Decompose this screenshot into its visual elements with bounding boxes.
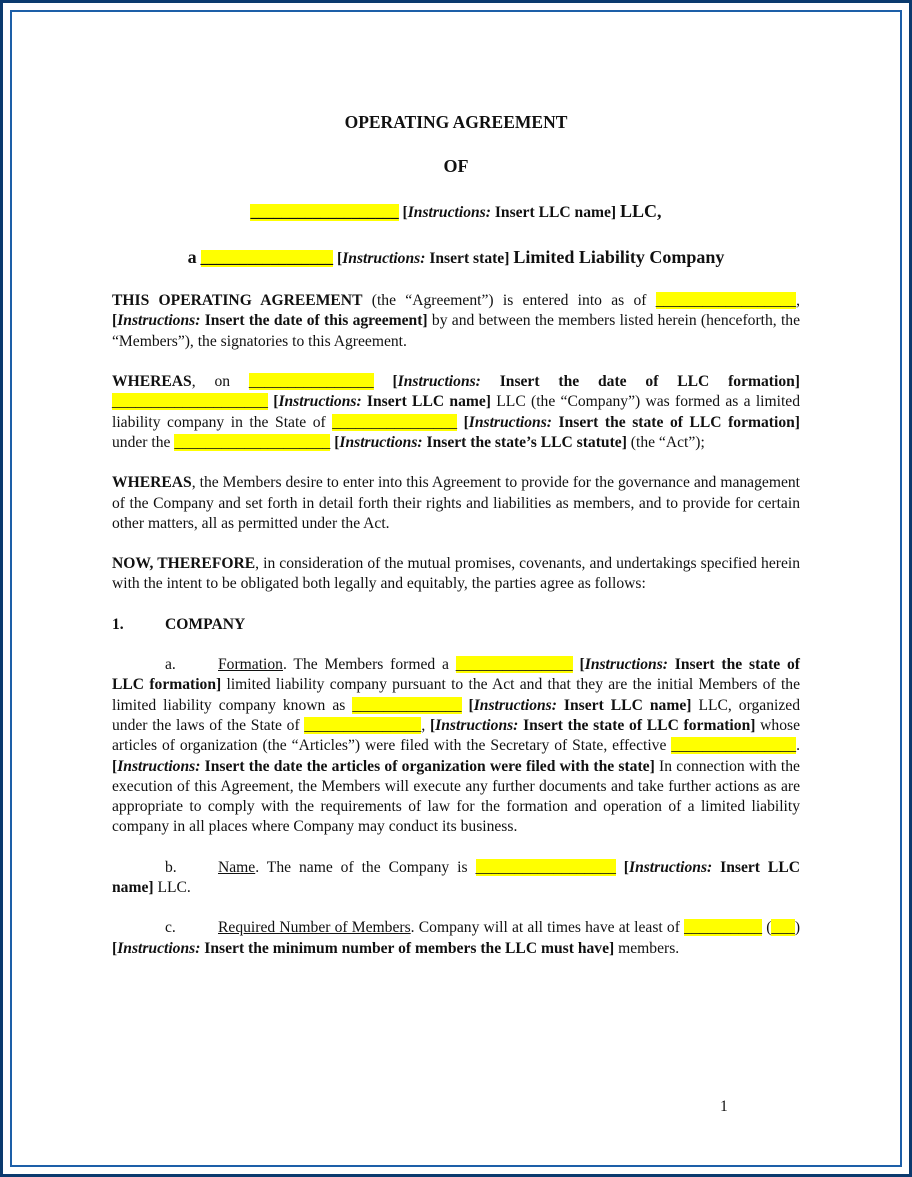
clause-name: b. Name. The name of the Company is __________________ [Instructions: Insert LLC name] LLC.: [112, 858, 800, 897]
llc-name-blank[interactable]: ___________________: [250, 203, 399, 221]
statute-blank[interactable]: ____________________: [174, 433, 331, 451]
clause-required-members: c. Required Number of Members. Company will at all times have at least of __________ (___) [Instructions: Insert the minimum number of members the LLC must have] members.: [112, 919, 801, 957]
llc-name-instruction: [Instructions: Insert LLC name]: [402, 203, 617, 221]
articles-date-blank[interactable]: ________________: [671, 737, 797, 755]
section-heading-company: 1. COMPANY: [112, 615, 246, 633]
state-suffix: Limited Liability Company: [513, 246, 725, 267]
paragraph-whereas-2: WHEREAS, the Members desire to enter into this Agreement to provide for the governance and management of the Company and set forth in detail forth their rights and liabilities as members, and to provide for certain other matters, all as permitted under the Act.: [112, 474, 800, 532]
organization-state-blank[interactable]: _______________: [304, 716, 422, 734]
llc-name-line: [112, 201, 800, 223]
document-title-of: OF: [443, 156, 469, 177]
formation-state-blank-2[interactable]: _______________: [455, 656, 573, 674]
state-instruction: [Instructions: Insert state]: [337, 249, 510, 267]
state-blank[interactable]: _________________: [200, 249, 334, 267]
llc-name-blank-2[interactable]: ____________________: [112, 393, 268, 411]
company-name-blank[interactable]: __________________: [475, 858, 616, 876]
agreement-date-blank[interactable]: __________________: [655, 292, 797, 310]
paragraph-now-therefore: NOW, THEREFORE, in consideration of the mutual promises, covenants, and undertakings specified herein with the intent to be obligated both legally and equitably, the parties agree as follows:: [112, 555, 800, 593]
min-members-words-blank[interactable]: __________: [684, 919, 763, 937]
min-members-number-blank[interactable]: ___: [771, 919, 795, 937]
document-body: [112, 112, 800, 959]
paragraph-whereas-1: WHEREAS, on ________________ [Instructions: Insert the date of LLC formation] ____________________ [Instructions: Insert LLC name] LLC (the “Company”) was formed as a limited liability company in the State of ________________ [Instructions: Insert the state of LLC formation] under the ____________________ [Instructions: Insert the state’s LLC statute] (the “Act”);: [112, 373, 800, 451]
formation-date-blank[interactable]: ________________: [248, 373, 374, 391]
clause-formation: a. Formation. The Members formed a _______________ [Instructions: Insert the state of LLC formation] limited liability company pursuant to the Act and that they are the initial Members of the limited liability company known as ______________ [Instructions: Insert LLC name] LLC, organized under the laws of the State of _______________, [Instructions: Insert the state of LLC formation] whose articles of organization (the “Articles”) were filed with the Secretary of State, effective ________________. [Instructions: Insert the date the articles of organization were filed with the state] In connection with the execution of this Agreement, the Members will execute any further documents and take further actions as are appropriate to comply with the requirements of law for the formation and operation of a limited liability company in all places where Company may conduct its business.: [112, 656, 801, 836]
llc-name-blank-3[interactable]: ______________: [352, 696, 462, 714]
llc-suffix: LLC,: [620, 200, 662, 221]
state-line: a _________________ [Instructions: Insert state] Limited Liability Company: [187, 246, 725, 267]
paragraph-this-agreement: THIS OPERATING AGREEMENT (the “Agreement”) is entered into as of __________________, [Instructions: Insert the date of this agreement] by and between the members listed herein (henceforth, the “Members”), the signatories to this Agreement.: [112, 292, 800, 350]
document-title: OPERATING AGREEMENT: [344, 112, 568, 132]
formation-state-blank[interactable]: ________________: [332, 413, 458, 431]
page-number: 1: [720, 1098, 728, 1115]
